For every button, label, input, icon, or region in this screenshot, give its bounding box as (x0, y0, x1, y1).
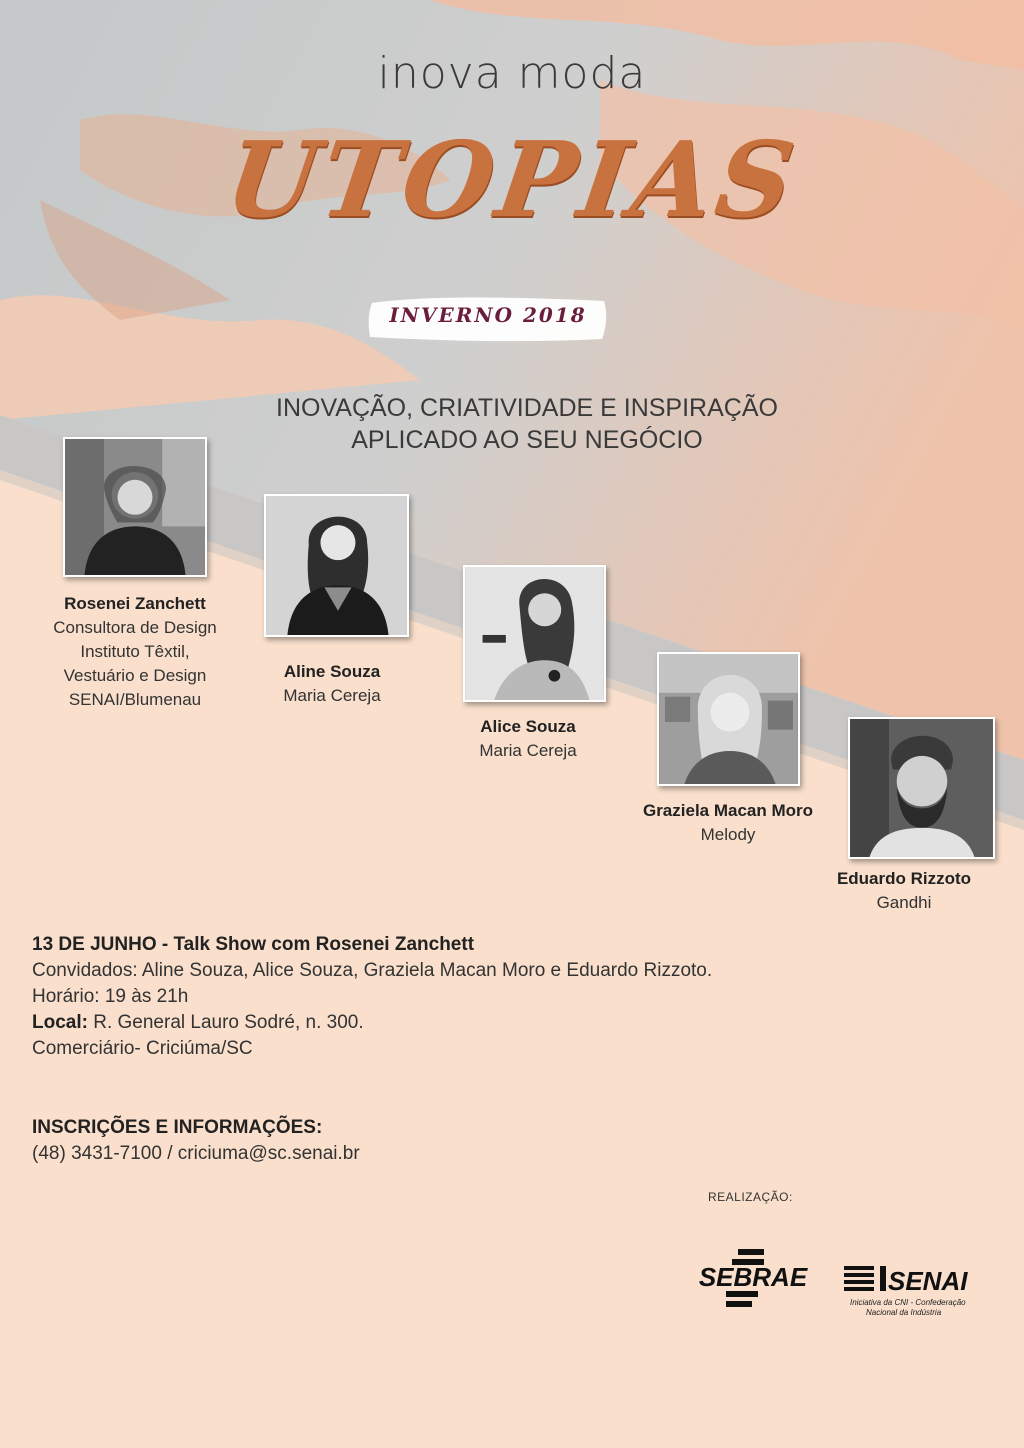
sebrae-logo (688, 1245, 818, 1315)
event-date-title: 13 DE JUNHO - Talk Show com Rosenei Zanchett (32, 934, 475, 955)
speaker-name: Rosenei Zanchett (64, 594, 206, 613)
speaker-caption-1 (20, 592, 250, 712)
senai-caption-2: Nacional da Indústria (866, 1308, 942, 1317)
speaker-caption-3 (428, 715, 628, 763)
event-location (32, 1010, 932, 1036)
location-value: R. General Lauro Sodré, n. 300. (87, 1012, 364, 1033)
speaker-photo-3 (463, 565, 606, 702)
season-label: INVERNO 2018 (389, 303, 587, 327)
tagline-line-2: APLICADO AO SEU NEGÓCIO (351, 426, 703, 454)
speaker-company: Maria Cereja (283, 686, 381, 705)
contact-details[interactable]: (48) 3431-7100 / criciuma@sc.senai.br (32, 1143, 360, 1164)
portrait-icon (65, 439, 205, 575)
portrait-icon (850, 719, 993, 857)
speaker-caption-4 (612, 799, 844, 847)
portrait-icon (266, 496, 407, 635)
location-label: Local: (32, 1012, 88, 1033)
speaker-name: Eduardo Rizzoto (836, 869, 972, 888)
contact-heading: INSCRIÇÕES E INFORMAÇÕES: (32, 1117, 323, 1138)
speaker-caption-5 (804, 867, 1004, 915)
event-title: UTOPIAS (218, 118, 806, 241)
senai-logo (842, 1262, 997, 1322)
speaker-photo-5 (848, 717, 995, 859)
speaker-photo-1 (63, 437, 207, 577)
sebrae-logo-icon (688, 1245, 818, 1315)
speaker-name: Aline Souza (283, 662, 381, 681)
brand-name: inova moda (377, 48, 647, 99)
tagline-line-1: INOVAÇÃO, CRIATIVIDADE E INSPIRAÇÃO (276, 394, 778, 422)
contact-info (32, 1115, 732, 1167)
season-banner (366, 293, 610, 345)
senai-caption-1: Iniciativa da CNI - Confederação (850, 1298, 966, 1307)
speaker-name: Graziela Macan Moro (642, 801, 814, 820)
speaker-photo-2 (264, 494, 409, 637)
speaker-name: Alice Souza (480, 717, 576, 736)
portrait-icon (659, 654, 798, 784)
speaker-role: Consultora de Design (53, 618, 217, 637)
event-info (32, 932, 932, 1062)
speaker-company: Maria Cereja (479, 741, 577, 760)
event-time: Horário: 19 às 21h (32, 986, 189, 1007)
portrait-icon (465, 567, 604, 700)
speaker-role: Instituto Têxtil, (80, 642, 190, 661)
event-city: Comerciário- Criciúma/SC (32, 1038, 253, 1059)
senai-logo-icon (842, 1262, 997, 1322)
realizacao-label: REALIZAÇÃO: (708, 1190, 793, 1204)
speaker-role: SENAI/Blumenau (68, 690, 202, 709)
senai-wordmark: SENAI (888, 1266, 968, 1296)
speaker-caption-2 (232, 660, 432, 708)
sebrae-wordmark: SEBRAE (698, 1262, 808, 1292)
event-guests: Convidados: Aline Souza, Alice Souza, Graziela Macan Moro e Eduardo Rizzoto. (32, 960, 713, 981)
speaker-company: Gandhi (876, 893, 932, 912)
speaker-photo-4 (657, 652, 800, 786)
speaker-company: Melody (700, 825, 756, 844)
speaker-role: Vestuário e Design (63, 666, 207, 685)
